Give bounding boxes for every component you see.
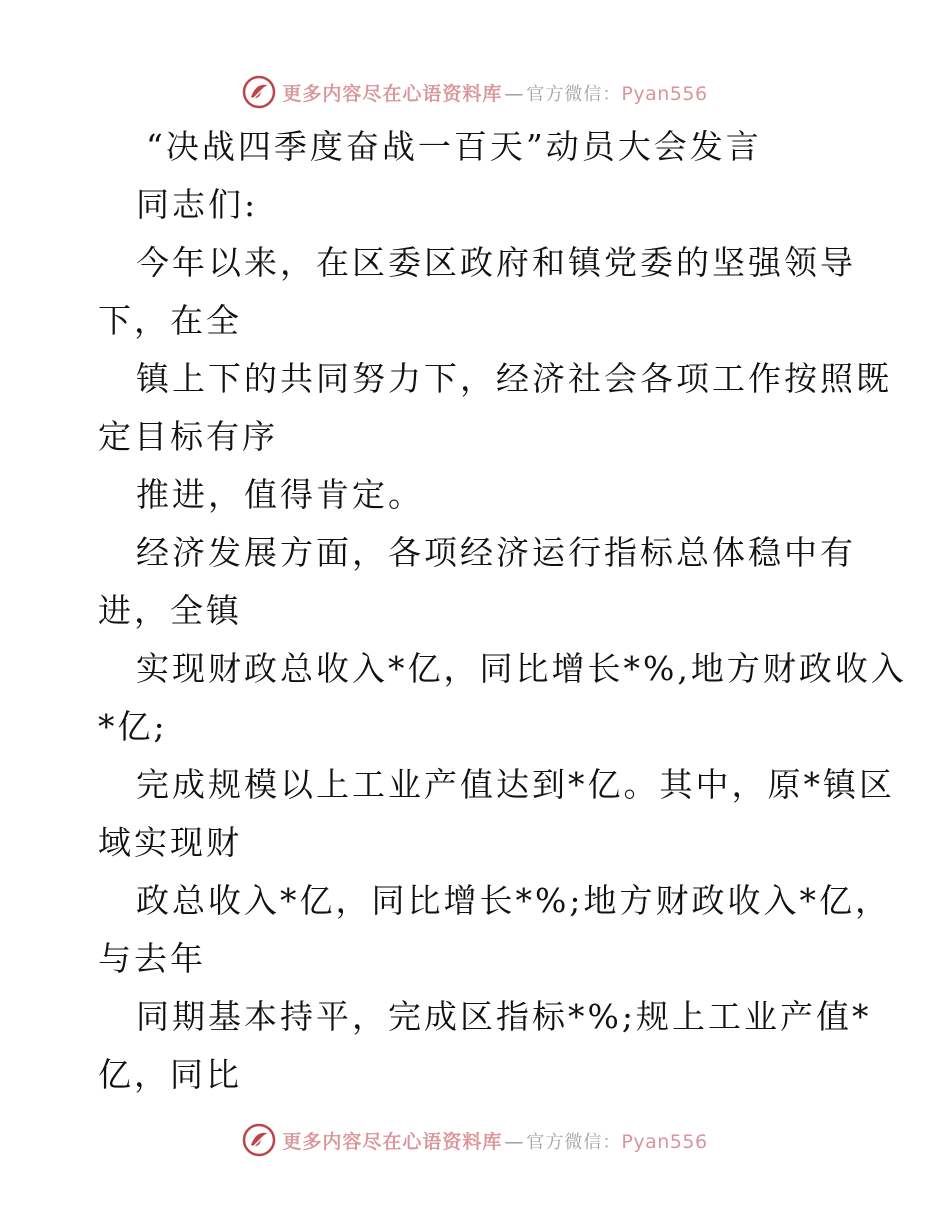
salutation: 同志们:	[136, 185, 259, 224]
paragraph	[98, 524, 868, 640]
banner-wechat-id: Pyan556	[621, 82, 708, 105]
paragraph-line: 亿，同比	[98, 1055, 242, 1094]
header-watermark-banner	[0, 72, 950, 112]
banner-separator: —	[504, 1130, 525, 1153]
paragraph-line: 定目标有序	[98, 417, 278, 456]
paragraph-line: 与去年	[98, 939, 206, 978]
paragraph-line: 域实现财	[98, 823, 242, 862]
paragraph-line: 实现财政总收入*亿，同比增长*%,地方财政收入	[136, 649, 907, 688]
paragraph	[98, 988, 872, 1104]
banner-text	[282, 1127, 707, 1154]
paragraph	[98, 640, 907, 756]
banner-text	[282, 79, 707, 106]
banner-separator: —	[504, 82, 525, 105]
paragraph-line: 经济发展方面，各项经济运行指标总体稳中有	[136, 533, 856, 572]
banner-main-text: 更多内容尽在心语资料库	[282, 1130, 503, 1153]
brand-logo-icon	[242, 75, 276, 109]
banner-main-text: 更多内容尽在心语资料库	[282, 82, 503, 105]
banner-wechat-id: Pyan556	[621, 1130, 708, 1153]
document-title: “决战四季度奋战一百天”动员大会发言	[146, 127, 762, 166]
paragraph-line: 今年以来，在区委区政府和镇党委的坚强领导	[136, 243, 856, 282]
paragraph	[98, 466, 868, 524]
footer-watermark-banner	[0, 1120, 950, 1160]
paragraph-line: 下，在全	[98, 301, 242, 340]
paragraph	[98, 872, 891, 988]
paragraph-line: 政总收入*亿，同比增长*%;地方财政收入*亿，	[136, 881, 891, 920]
paragraph	[98, 756, 895, 872]
paragraph-line: 进，全镇	[98, 591, 242, 630]
paragraph-line: 推进，值得肯定。	[136, 475, 424, 514]
paragraph-line: 镇上下的共同努力下，经济社会各项工作按照既	[136, 359, 892, 398]
paragraph-line: 同期基本持平，完成区指标*%;规上工业产值*	[136, 997, 872, 1036]
brand-logo-icon	[242, 1123, 276, 1157]
document-body	[98, 118, 907, 1104]
paragraph-line: 完成规模以上工业产值达到*亿。其中，原*镇区	[136, 765, 895, 804]
paragraph	[98, 234, 868, 350]
banner-wechat-label: 官方微信：	[526, 1131, 622, 1153]
paragraph	[98, 350, 892, 466]
banner-wechat-label: 官方微信：	[526, 83, 622, 105]
paragraph-line: *亿;	[98, 707, 168, 746]
